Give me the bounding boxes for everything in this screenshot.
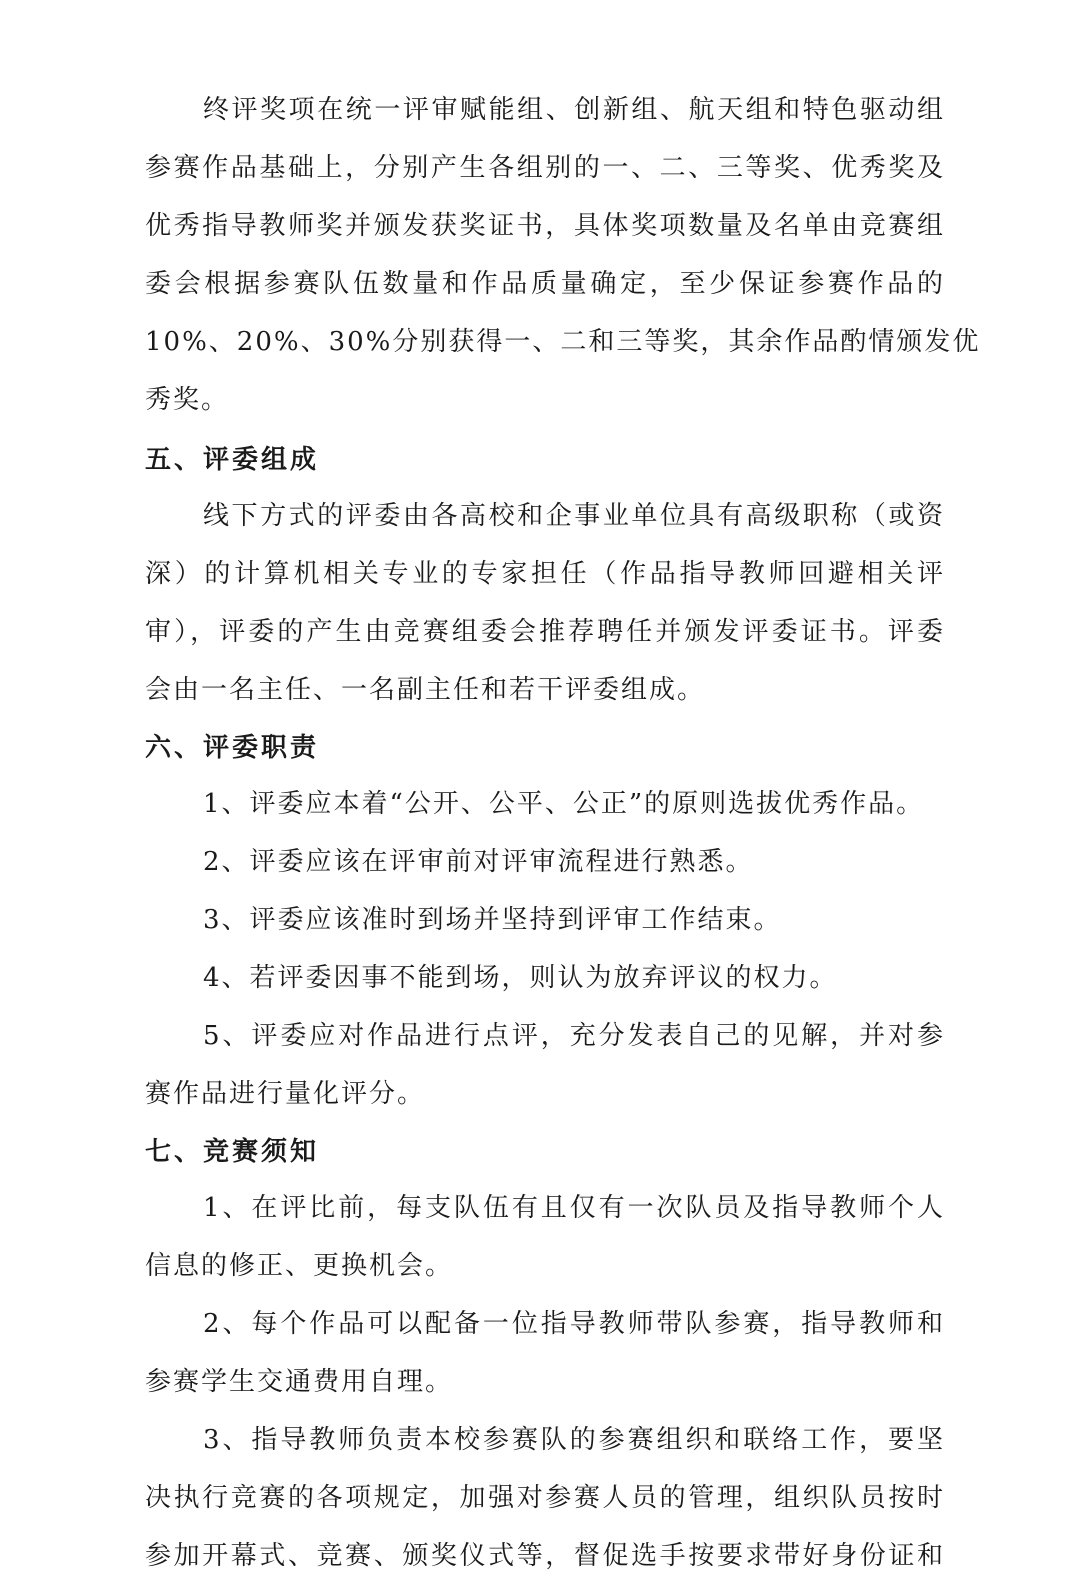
list-item: 5、评委应对作品进行点评，充分发表自己的见解，并对参 [203,1021,945,1051]
paragraph-line: 信息的修正、更换机会。 [145,1251,454,1281]
paragraph-line: 1、在评比前，每支队伍有且仅有一次队员及指导教师个人 [203,1193,945,1223]
paragraph-line: 2、每个作品可以配备一位指导教师带队参赛，指导教师和 [203,1309,945,1339]
paragraph-line: 会由一名主任、一名副主任和若干评委组成。 [145,675,706,705]
paragraph-line: 委会根据参赛队伍数量和作品质量确定，至少保证参赛作品的 [145,269,945,299]
paragraph-line: 审），评委的产生由竞赛组委会推荐聘任并颁发评委证书。评委 [145,617,945,647]
paragraph-line: 10%、20%、30%分别获得一、二和三等奖，其余作品酌情颁发优 [145,327,981,357]
paragraph-line: 参赛作品基础上，分别产生各组别的一、二、三等奖、优秀奖及 [145,153,945,183]
paragraph-line: 秀奖。 [145,385,230,415]
list-item: 1、评委应本着“公开、公平、公正”的原则选拔优秀作品。 [203,789,925,819]
list-item: 4、若评委因事不能到场，则认为放弃评议的权力。 [203,963,838,993]
paragraph-line: 优秀指导教师奖并颁发获奖证书，具体奖项数量及名单由竞赛组 [145,211,945,241]
paragraph-line: 决执行竞赛的各项规定，加强对参赛人员的管理，组织队员按时 [145,1483,945,1513]
paragraph-line: 参加开幕式、竞赛、颁奖仪式等，督促选手按要求带好身份证和 [145,1541,945,1571]
section-heading-5: 五、评委组成 [145,445,320,475]
section-heading-7: 七、竞赛须知 [145,1137,320,1167]
list-item: 3、评委应该准时到场并坚持到评审工作结束。 [203,905,782,935]
paragraph-line: 深）的计算机相关专业的专家担任（作品指导教师回避相关评 [145,559,945,589]
paragraph-line: 3、指导教师负责本校参赛队的参赛组织和联络工作，要坚 [203,1425,945,1455]
list-item-continuation: 赛作品进行量化评分。 [145,1079,426,1109]
list-item: 2、评委应该在评审前对评审流程进行熟悉。 [203,847,754,877]
paragraph-line: 参赛学生交通费用自理。 [145,1367,454,1397]
paragraph-line: 线下方式的评委由各高校和企事业单位具有高级职称（或资 [203,501,945,531]
paragraph-line: 终评奖项在统一评审赋能组、创新组、航天组和特色驱动组 [203,95,945,125]
section-heading-6: 六、评委职责 [145,733,320,763]
